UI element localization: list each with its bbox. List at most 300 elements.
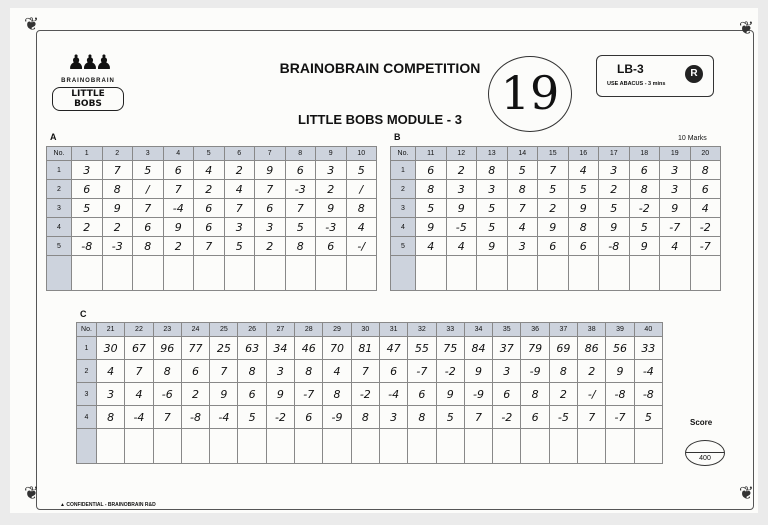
- digit-cell: 6: [521, 406, 549, 429]
- answer-cell[interactable]: [538, 256, 569, 291]
- column-header: 12: [446, 147, 477, 161]
- corner-ornament: ❦: [24, 14, 40, 35]
- answer-cell[interactable]: [133, 256, 164, 291]
- digit-cell: -/: [346, 237, 377, 256]
- column-header: 39: [606, 323, 634, 337]
- digit-cell: 2: [316, 180, 347, 199]
- answer-cell[interactable]: [578, 429, 606, 464]
- digit-cell: 8: [351, 406, 379, 429]
- section-a-table: [46, 146, 377, 291]
- column-header: 14: [507, 147, 538, 161]
- row-number: 2: [391, 180, 416, 199]
- score-label: Score: [690, 418, 713, 427]
- answer-cell[interactable]: [446, 256, 477, 291]
- digit-cell: 4: [346, 218, 377, 237]
- section-b-label: B: [394, 132, 401, 142]
- digit-cell: 7: [210, 360, 238, 383]
- row-number: 1: [391, 161, 416, 180]
- table-row: [391, 218, 721, 237]
- column-header: 29: [323, 323, 351, 337]
- digit-cell: 33: [634, 337, 662, 360]
- digit-cell: -2: [690, 218, 721, 237]
- digit-cell: 25: [210, 337, 238, 360]
- row-number: 3: [77, 383, 97, 406]
- digit-cell: -8: [634, 383, 662, 406]
- answer-cell[interactable]: [346, 256, 377, 291]
- digit-cell: 9: [266, 383, 294, 406]
- marks-note: 10 Marks: [678, 135, 707, 142]
- corner-ornament: ❦: [738, 18, 754, 39]
- section-b-table: [390, 146, 721, 291]
- row-number: 1: [47, 161, 72, 180]
- digit-cell: 9: [102, 199, 133, 218]
- column-header: 3: [133, 147, 164, 161]
- digit-cell: 8: [507, 180, 538, 199]
- table-row: [391, 161, 721, 180]
- column-header: 25: [210, 323, 238, 337]
- digit-cell: 5: [629, 218, 660, 237]
- column-header: 27: [266, 323, 294, 337]
- digit-cell: 9: [446, 199, 477, 218]
- column-header: 8: [285, 147, 316, 161]
- table-row: [47, 199, 377, 218]
- digit-cell: 3: [72, 161, 103, 180]
- answer-cell[interactable]: [464, 429, 492, 464]
- digit-cell: 6: [238, 383, 266, 406]
- digit-cell: 7: [255, 180, 286, 199]
- digit-cell: 3: [224, 218, 255, 237]
- column-header: 4: [163, 147, 194, 161]
- column-header: 15: [538, 147, 569, 161]
- digit-cell: -5: [549, 406, 577, 429]
- digit-cell: 5: [599, 199, 630, 218]
- digit-cell: 3: [660, 180, 691, 199]
- answer-cell[interactable]: [436, 429, 464, 464]
- level-code: LB-3: [617, 62, 644, 76]
- digit-cell: 7: [351, 360, 379, 383]
- digit-cell: 2: [163, 237, 194, 256]
- digit-cell: 2: [181, 383, 209, 406]
- digit-cell: /: [133, 180, 164, 199]
- digit-cell: 6: [194, 218, 225, 237]
- digit-cell: 8: [521, 383, 549, 406]
- row-number: 5: [47, 237, 72, 256]
- column-header: 17: [599, 147, 630, 161]
- column-header: 20: [690, 147, 721, 161]
- digit-cell: 5: [538, 180, 569, 199]
- column-header: 23: [153, 323, 181, 337]
- digit-cell: 6: [285, 161, 316, 180]
- digit-cell: 5: [238, 406, 266, 429]
- answer-cell[interactable]: [477, 256, 508, 291]
- digit-cell: 3: [507, 237, 538, 256]
- footer-text: CONFIDENTIAL - BRAINOBRAIN R&D: [66, 502, 156, 508]
- digit-cell: -2: [436, 360, 464, 383]
- answer-cell[interactable]: [416, 256, 447, 291]
- answer-cell[interactable]: [634, 429, 662, 464]
- answer-cell[interactable]: [493, 429, 521, 464]
- digit-cell: 3: [660, 161, 691, 180]
- table-row: [391, 199, 721, 218]
- digit-cell: 7: [153, 406, 181, 429]
- digit-cell: 2: [255, 237, 286, 256]
- column-header: 1: [72, 147, 103, 161]
- digit-cell: 79: [521, 337, 549, 360]
- digit-cell: 7: [507, 199, 538, 218]
- table-row: [47, 180, 377, 199]
- answer-cell[interactable]: [323, 429, 351, 464]
- column-header: 9: [316, 147, 347, 161]
- digit-cell: 4: [568, 161, 599, 180]
- digit-cell: 7: [194, 237, 225, 256]
- digit-cell: 47: [379, 337, 407, 360]
- column-header: 22: [125, 323, 153, 337]
- header-row: [77, 323, 663, 337]
- answer-row: [77, 429, 663, 464]
- answer-cell[interactable]: [194, 256, 225, 291]
- answer-row-label: [391, 256, 416, 291]
- digit-cell: 8: [323, 383, 351, 406]
- digit-cell: -9: [521, 360, 549, 383]
- answer-cell[interactable]: [690, 256, 721, 291]
- digit-cell: 34: [266, 337, 294, 360]
- digit-cell: 9: [660, 199, 691, 218]
- digit-cell: 2: [194, 180, 225, 199]
- table-row: [47, 237, 377, 256]
- digit-cell: 9: [606, 360, 634, 383]
- column-header: 31: [379, 323, 407, 337]
- answer-cell[interactable]: [255, 256, 286, 291]
- answer-cell[interactable]: [97, 429, 125, 464]
- answer-cell[interactable]: [163, 256, 194, 291]
- answer-cell[interactable]: [599, 256, 630, 291]
- answer-cell[interactable]: [224, 256, 255, 291]
- section-c-label: C: [80, 309, 87, 319]
- digit-cell: 4: [224, 180, 255, 199]
- digit-cell: 8: [238, 360, 266, 383]
- column-header: 7: [255, 147, 286, 161]
- logo-brand-text: BRAINOBRAIN: [61, 78, 115, 84]
- digit-cell: -4: [125, 406, 153, 429]
- answer-cell[interactable]: [210, 429, 238, 464]
- digit-cell: 8: [549, 360, 577, 383]
- digit-cell: 2: [72, 218, 103, 237]
- answer-cell[interactable]: [568, 256, 599, 291]
- column-header: 26: [238, 323, 266, 337]
- digit-cell: 7: [102, 161, 133, 180]
- digit-cell: 4: [660, 237, 691, 256]
- digit-cell: 56: [606, 337, 634, 360]
- digit-cell: -7: [690, 237, 721, 256]
- digit-cell: 6: [133, 218, 164, 237]
- section-c-table: [76, 322, 663, 464]
- digit-cell: 8: [295, 360, 323, 383]
- digit-cell: 3: [493, 360, 521, 383]
- digit-cell: 7: [125, 360, 153, 383]
- digit-cell: -8: [181, 406, 209, 429]
- digit-cell: 9: [629, 237, 660, 256]
- digit-cell: 4: [194, 161, 225, 180]
- digit-cell: 3: [255, 218, 286, 237]
- corner-ornament: ❦: [738, 483, 754, 504]
- header-row: [47, 147, 377, 161]
- digit-cell: 8: [629, 180, 660, 199]
- row-number: 5: [391, 237, 416, 256]
- digit-cell: 6: [255, 199, 286, 218]
- digit-cell: 5: [285, 218, 316, 237]
- digit-cell: -3: [285, 180, 316, 199]
- digit-cell: 77: [181, 337, 209, 360]
- digit-cell: 9: [416, 218, 447, 237]
- digit-cell: -4: [163, 199, 194, 218]
- column-header: 21: [97, 323, 125, 337]
- no-header: No.: [47, 147, 72, 161]
- row-number: 2: [77, 360, 97, 383]
- digit-cell: 3: [266, 360, 294, 383]
- digit-cell: 4: [690, 199, 721, 218]
- answer-cell[interactable]: [629, 256, 660, 291]
- no-header: No.: [391, 147, 416, 161]
- column-header: 18: [629, 147, 660, 161]
- column-header: 37: [549, 323, 577, 337]
- digit-cell: 75: [436, 337, 464, 360]
- table-row: [77, 360, 663, 383]
- row-number: 3: [391, 199, 416, 218]
- column-header: 11: [416, 147, 447, 161]
- answer-cell[interactable]: [238, 429, 266, 464]
- digit-cell: 5: [477, 218, 508, 237]
- digit-cell: 9: [477, 237, 508, 256]
- digit-cell: -8: [599, 237, 630, 256]
- digit-cell: 6: [416, 161, 447, 180]
- handwritten-number: 19: [488, 56, 572, 132]
- digit-cell: 6: [163, 161, 194, 180]
- digit-cell: -7: [295, 383, 323, 406]
- digit-cell: 8: [568, 218, 599, 237]
- column-header: 36: [521, 323, 549, 337]
- digit-cell: 3: [316, 161, 347, 180]
- digit-cell: -8: [72, 237, 103, 256]
- digit-cell: 9: [436, 383, 464, 406]
- answer-cell[interactable]: [72, 256, 103, 291]
- digit-cell: 7: [224, 199, 255, 218]
- digit-cell: 3: [97, 383, 125, 406]
- no-header: No.: [77, 323, 97, 337]
- answer-cell[interactable]: [521, 429, 549, 464]
- digit-cell: -7: [660, 218, 691, 237]
- answer-cell[interactable]: [181, 429, 209, 464]
- digit-cell: 67: [125, 337, 153, 360]
- digit-cell: 4: [323, 360, 351, 383]
- digit-cell: 6: [194, 199, 225, 218]
- digit-cell: 46: [295, 337, 323, 360]
- digit-cell: 9: [210, 383, 238, 406]
- digit-cell: 4: [416, 237, 447, 256]
- digit-cell: -7: [606, 406, 634, 429]
- digit-cell: 8: [690, 161, 721, 180]
- digit-cell: 4: [125, 383, 153, 406]
- digit-cell: 81: [351, 337, 379, 360]
- row-number: 2: [47, 180, 72, 199]
- column-header: 38: [578, 323, 606, 337]
- digit-cell: 8: [346, 199, 377, 218]
- digit-cell: 6: [181, 360, 209, 383]
- header-row: [391, 147, 721, 161]
- answer-cell[interactable]: [379, 429, 407, 464]
- digit-cell: 7: [538, 161, 569, 180]
- column-header: 10: [346, 147, 377, 161]
- digit-cell: -9: [323, 406, 351, 429]
- table-row: [391, 180, 721, 199]
- digit-cell: -2: [266, 406, 294, 429]
- page-title: BRAINOBRAIN COMPETITION: [279, 60, 481, 76]
- digit-cell: 8: [153, 360, 181, 383]
- digit-cell: 2: [102, 218, 133, 237]
- digit-cell: 3: [379, 406, 407, 429]
- digit-cell: 2: [538, 199, 569, 218]
- column-header: 19: [660, 147, 691, 161]
- digit-cell: 70: [323, 337, 351, 360]
- column-header: 33: [436, 323, 464, 337]
- answer-row-label: [77, 429, 97, 464]
- digit-cell: 5: [72, 199, 103, 218]
- digit-cell: -7: [408, 360, 436, 383]
- digit-cell: 84: [464, 337, 492, 360]
- table-row: [77, 337, 663, 360]
- digit-cell: 8: [102, 180, 133, 199]
- column-header: 35: [493, 323, 521, 337]
- section-a-label: A: [50, 132, 57, 142]
- digit-cell: 6: [568, 237, 599, 256]
- answer-cell[interactable]: [549, 429, 577, 464]
- column-header: 32: [408, 323, 436, 337]
- table-row: [77, 406, 663, 429]
- digit-cell: 6: [538, 237, 569, 256]
- digit-cell: 55: [408, 337, 436, 360]
- digit-cell: 5: [477, 199, 508, 218]
- digit-cell: -3: [316, 218, 347, 237]
- footer-note: [60, 502, 156, 508]
- digit-cell: -/: [578, 383, 606, 406]
- answer-row: [47, 256, 377, 291]
- answer-cell[interactable]: [351, 429, 379, 464]
- digit-cell: 6: [690, 180, 721, 199]
- column-header: 6: [224, 147, 255, 161]
- digit-cell: 2: [599, 180, 630, 199]
- digit-cell: 4: [97, 360, 125, 383]
- digit-cell: 2: [549, 383, 577, 406]
- row-number: 4: [77, 406, 97, 429]
- digit-cell: 2: [578, 360, 606, 383]
- table-row: [47, 161, 377, 180]
- answer-row: [391, 256, 721, 291]
- figures-icon: ♟♟♟: [67, 52, 109, 74]
- digit-cell: 9: [316, 199, 347, 218]
- digit-cell: -4: [634, 360, 662, 383]
- digit-cell: -5: [446, 218, 477, 237]
- digit-cell: 5: [568, 180, 599, 199]
- digit-cell: 5: [346, 161, 377, 180]
- answer-cell[interactable]: [507, 256, 538, 291]
- digit-cell: -3: [102, 237, 133, 256]
- digit-cell: -8: [606, 383, 634, 406]
- answer-row-label: [47, 256, 72, 291]
- score-box: [685, 440, 725, 466]
- digit-cell: 5: [224, 237, 255, 256]
- digit-cell: -4: [210, 406, 238, 429]
- answer-cell[interactable]: [153, 429, 181, 464]
- corner-ornament: ❦: [24, 483, 40, 504]
- digit-cell: 6: [379, 360, 407, 383]
- answer-cell[interactable]: [102, 256, 133, 291]
- table-row: [391, 237, 721, 256]
- row-number: 3: [47, 199, 72, 218]
- digit-cell: 7: [133, 199, 164, 218]
- brand-logo: [52, 52, 124, 122]
- digit-cell: 4: [446, 237, 477, 256]
- digit-cell: 30: [97, 337, 125, 360]
- digit-cell: 2: [224, 161, 255, 180]
- score-max: 400: [699, 455, 711, 462]
- digit-cell: 6: [408, 383, 436, 406]
- answer-cell[interactable]: [408, 429, 436, 464]
- answer-cell[interactable]: [295, 429, 323, 464]
- digit-cell: 9: [163, 218, 194, 237]
- answer-cell[interactable]: [606, 429, 634, 464]
- digit-cell: /: [346, 180, 377, 199]
- table-row: [47, 218, 377, 237]
- digit-cell: 6: [493, 383, 521, 406]
- confidential-icon: ▲: [60, 502, 67, 508]
- column-header: 5: [194, 147, 225, 161]
- answer-cell[interactable]: [316, 256, 347, 291]
- digit-cell: 63: [238, 337, 266, 360]
- digit-cell: 9: [255, 161, 286, 180]
- digit-cell: 86: [578, 337, 606, 360]
- digit-cell: -2: [351, 383, 379, 406]
- digit-cell: 7: [578, 406, 606, 429]
- digit-cell: 2: [446, 161, 477, 180]
- answer-cell[interactable]: [660, 256, 691, 291]
- digit-cell: 3: [446, 180, 477, 199]
- column-header: 24: [181, 323, 209, 337]
- digit-cell: -2: [629, 199, 660, 218]
- digit-cell: 7: [285, 199, 316, 218]
- row-number: 4: [47, 218, 72, 237]
- row-number: 4: [391, 218, 416, 237]
- digit-cell: 6: [295, 406, 323, 429]
- answer-cell[interactable]: [266, 429, 294, 464]
- digit-cell: 7: [163, 180, 194, 199]
- digit-cell: 5: [634, 406, 662, 429]
- digit-cell: 9: [568, 199, 599, 218]
- level-tag: [596, 55, 714, 97]
- digit-cell: -4: [379, 383, 407, 406]
- digit-cell: 8: [477, 161, 508, 180]
- answer-cell[interactable]: [125, 429, 153, 464]
- row-number: 1: [77, 337, 97, 360]
- answer-cell[interactable]: [285, 256, 316, 291]
- digit-cell: 6: [629, 161, 660, 180]
- column-header: 30: [351, 323, 379, 337]
- digit-cell: 5: [507, 161, 538, 180]
- column-header: 34: [464, 323, 492, 337]
- digit-cell: 37: [493, 337, 521, 360]
- digit-cell: 8: [416, 180, 447, 199]
- digit-cell: 9: [538, 218, 569, 237]
- digit-cell: -6: [153, 383, 181, 406]
- digit-cell: 8: [97, 406, 125, 429]
